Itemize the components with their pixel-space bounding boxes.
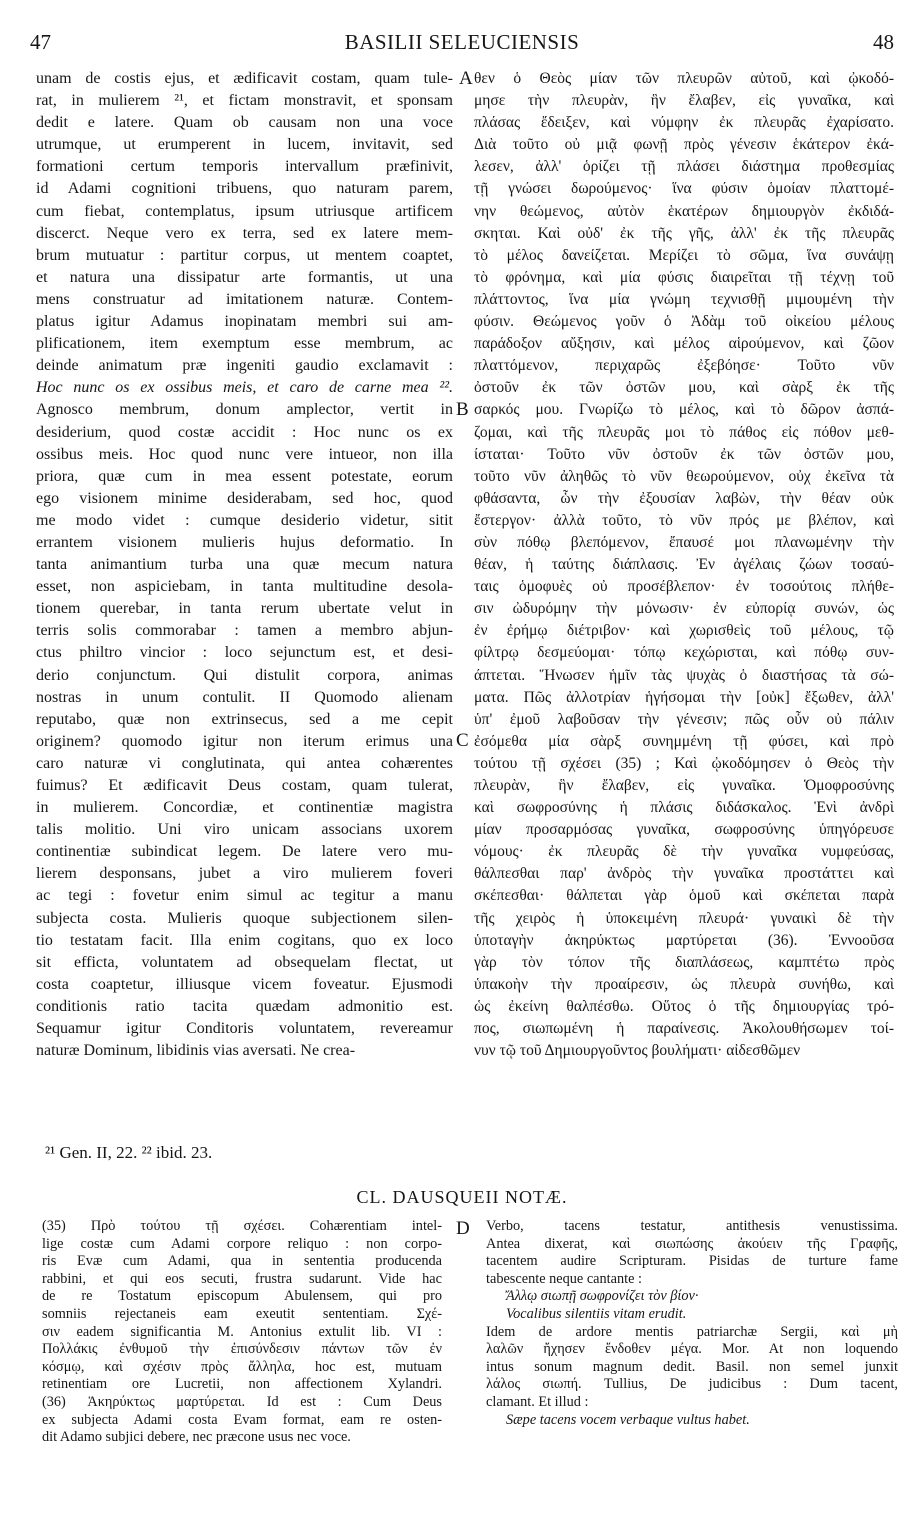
text-line: continentiæ subindicat legem. De latere vero mu- xyxy=(36,843,453,861)
text-line: originem? quomodo igitur non iterum erimus una xyxy=(36,732,453,750)
text-line: sit efficta, voluntatem ad obsequelam flectat, ut xyxy=(36,953,453,971)
footnote-references: ²¹ Gen. II, 22. ²² ibid. 23. xyxy=(45,1143,213,1162)
text-line: ris Evæ cum Adami, qua in sententia producenda xyxy=(42,1253,442,1270)
notes-heading: CL. DAUSQUEII NOTÆ. xyxy=(356,1187,568,1207)
text-line: ταις ὁμοφυὲς οὐ προσέβλεπον· ἐν τοσούτοις πλήθε- xyxy=(474,578,894,596)
text-line: rat, in mulierem ²¹, et fictam monstravit, et sponsam xyxy=(36,92,453,110)
text-line: caro naturæ vi conglutinata, qui antea cohærentes xyxy=(36,754,453,772)
text-line: discerct. Neque vero ex terra, sed ex latere mem- xyxy=(36,224,453,242)
text-line: τῇ γνώσει δωρούμενος· ἵνα φύσιν ὁμοίαν πλαττομέ- xyxy=(474,180,894,198)
text-line: (35) Πρὸ τούτου τῇ σχέσει. Cohærentiam intel- xyxy=(42,1218,442,1234)
text-line: πλευρὰν, ἣν ἔλαβεν, εἰς γυναῖκα. Ὁμοφροσύνης xyxy=(474,777,894,794)
text-line: Sæpe tacens vocem verbaque vultus habet. xyxy=(506,1411,750,1428)
text-line: derio conjunctum. Qui distulit corpora, animas xyxy=(36,666,453,684)
text-line: πλάσας ἔδειξεν, καὶ νύμφην ἐκ πλευρᾶς ἐχαρίσατο. xyxy=(474,114,894,132)
text-line: formationi certum temporis intervallum præfinivit, xyxy=(36,158,453,176)
page-number-right: 48 xyxy=(873,30,894,54)
text-line: ego visionem minime desiderabam, sed hoc, quod xyxy=(36,489,453,507)
text-line: talis molitio. Uni viro unicam associans uxorem xyxy=(36,821,453,839)
text-line: id Adami cognitioni tribuens, quo naturam parem, xyxy=(36,180,453,198)
text-line: λεσεν, ἀλλ' ὁρίζει τῇ πλάσει διάστημα προθεσμίας xyxy=(474,158,894,176)
text-line: Πολλάκις ἐνθυμοῦ τὴν ἐπισύνδεσιν πάντων τῶν ἐν xyxy=(42,1341,442,1358)
text-line: θάλπεσθαι παρ' ἀνδρὸς τὴν γυναῖκα προστάττει καὶ xyxy=(474,865,894,883)
text-line: Διὰ τοῦτο οὐ μιᾷ φωνῇ πρὸς γένεσιν ἑκάτερον ἐκά- xyxy=(474,136,894,154)
margin-letter-b: B xyxy=(456,399,469,420)
greek-text-column xyxy=(474,68,894,1062)
text-line: ossibus meis. Hoc quod nunc vere intueor, non illa xyxy=(36,445,453,463)
text-line: μίαν προσαρμόσας γυναῖκα, σωφροσύνης ὑπηγόρευσε xyxy=(474,821,894,839)
text-line: κόσμῳ, καὶ σχέσιν πρὸς ἄλληλα, hoc est, mutuam xyxy=(42,1358,442,1375)
text-line: plificationem, item exemptum esse membrum, ac xyxy=(36,335,453,353)
text-line: νην θεώμενος, αὐτὸν ἑκατέρων δημιουργὸν ἐκδιδά- xyxy=(474,202,894,220)
text-line: τοῦτο νῦν ἀληθῶς τὸ νῦν θεωρούμενον, οὐχ ἐκεῖνα τὰ xyxy=(474,467,894,485)
text-line: utrumque, ut erumperent in lucem, invitavit, sed xyxy=(36,136,453,154)
text-line: γὰρ τὸν τόπον τῆς διαπλάσεως, καμπτέτω πρὸς xyxy=(474,953,894,971)
text-line: in mulierem. Concordiæ, et continentiæ magistra xyxy=(36,799,453,817)
text-line: dedit e latere. Quam ob causam non una voce xyxy=(36,114,453,132)
text-line: νόμους· ἐκ πλευρᾶς δὲ τὴν γυναῖκα νυμφεύσας, xyxy=(474,843,894,861)
margin-letter-c: C xyxy=(456,730,469,751)
text-line: ὀστοῦν ἐκ τῶν ὀστῶν μου, καὶ σὰρξ ἐκ τῆς xyxy=(474,379,894,397)
text-line: ac tegi : fovetur enim simul ac tegitur a manu xyxy=(36,887,453,905)
running-title: BASILII SELEUCIENSIS xyxy=(344,30,580,54)
text-line: costa coaptetur, illiusque vicem foveatur. Ejusmodi xyxy=(36,975,453,993)
margin-letter-a: A xyxy=(459,68,473,89)
text-line: ex subjecta Adami costa Evam format, eam re osten- xyxy=(42,1411,442,1428)
text-line: σιν ὠδυρόμην τὴν μόνωσιν· ἐν εὐπορίᾳ συνών, ὡς xyxy=(474,600,894,618)
text-line: esset, non aspiciebam, in tanta multitudine desola- xyxy=(36,578,453,596)
text-line: unam de costis ejus, et ædificavit costam, quam tule- xyxy=(36,70,453,87)
text-line: (36) Ἀκηρύκτως μαρτύρεται. Id est : Cum Deus xyxy=(42,1393,442,1410)
text-line: me modo videt : cumque desiderio videtur, sitit xyxy=(36,511,453,529)
text-line: φθάσαντα, ὧν τὴν ἐξουσίαν λαβὼν, τὴν θέαν οὐκ xyxy=(474,489,894,507)
text-line: καὶ σωφροσύνης ἡ πλάσις διδάσκαλος. Ἑνὶ ἀνδρὶ xyxy=(474,799,894,817)
text-line: rabbini, et qui eos secuti, frustra sudarunt. Vide hac xyxy=(42,1270,442,1287)
notes-right-column xyxy=(486,1218,898,1429)
text-line: lierem desponsans, jubet a viro mulierem foveri xyxy=(36,865,453,883)
page-number-left: 47 xyxy=(30,30,51,54)
text-line: clamant. Et illud : xyxy=(486,1393,589,1410)
text-line: ἐσόμεθα μία σὰρξ συνημμένη τῇ φύσει, καὶ πρὸ xyxy=(474,732,894,750)
text-line: ζομαι, καὶ τῆς πλευρᾶς μοι τὸ πάθος εἰς πόθον μεθ- xyxy=(474,423,894,441)
text-line: lige costæ cum Adami corpore reliquo : non corpo- xyxy=(42,1235,442,1252)
text-line: ἔστεργον· ἀλλὰ τοῦτο, τὸ νῦν πρός με βλέπον, καὶ xyxy=(474,511,894,529)
text-line: mens construatur ad imitationem naturæ. Contem- xyxy=(36,290,453,308)
text-line: tabescente neque cantante : xyxy=(486,1270,642,1287)
text-line: Antea dixerat, καὶ σιωπώσης ἀκούειν τῆς Γραφῆς, xyxy=(486,1235,898,1252)
text-line: πλάττοντος, ἵνα μία γνώμη τεχνισθῇ μιμουμένη τὴν xyxy=(474,290,894,308)
text-line: πλαττόμενον, περιχαρῶς ἐξεβόησε· Τοῦτο νῦν xyxy=(474,357,894,375)
text-line: τούτου τῇ σχέσει (35) ; Καὶ ᾠκοδόμησεν ὁ Θεὸς τὴν xyxy=(474,754,894,772)
text-line: ὡς ἐκείνη θαλπέσθω. Οὕτος ὁ τῆς δημιουργίας τρό- xyxy=(474,997,894,1015)
text-line: retinentiam ore Lucretii, non affectionem Xylandri. xyxy=(42,1376,442,1393)
text-line: νυν τῷ τοῦ Δημιουργοῦντος βουλήματι· αἰδεσθῶμεν xyxy=(474,1042,801,1060)
text-line: τῆς χειρὸς ἡ ὑποκειμένη πλευρά· γυναικὶ δὲ τὴν xyxy=(474,909,894,927)
latin-text-column xyxy=(36,68,453,1062)
text-line: et natura una dissipatur arte formantis, ut una xyxy=(36,268,453,286)
text-line: Ἄλλῳ σιωπῇ σωφρονίζει τὸν βίον· xyxy=(506,1288,699,1305)
text-line: φύσιν. Θεώμενος γοῦν ὁ Ἀδὰμ τοῦ οἰκείου μέλους xyxy=(474,313,894,331)
text-line: de re Tostatum episcopum Abulensem, qui pro xyxy=(42,1288,442,1305)
text-line: παράδοξον αὔξησιν, καὶ μέλος αἱρούμενον, καὶ ζῶον xyxy=(474,335,894,353)
text-line: πος, σιωπωμένη ἡ παραίνεσις. Ἀκολουθήσωμεν τοί- xyxy=(474,1020,894,1038)
text-line: ctus philtro vincior : loco sejunctum est, et desi- xyxy=(36,644,453,662)
text-line: errantem visionem mulieris hujus deformatio. In xyxy=(36,533,453,551)
text-line: somniis rejectaneis eam exeutit sententiam. Σχέ- xyxy=(42,1305,442,1322)
text-line: ἐν ἐρήμῳ διέτριβον· καὶ χωρισθεὶς τοῦ μέλους, τῷ xyxy=(474,622,894,640)
text-line: tio testatam facit. Illa enim cogitans, quo ex loco xyxy=(36,931,453,949)
text-line: fuimus? Et ædificavit Deus costam, quam tulerat, xyxy=(36,777,453,794)
text-line: άπτεται. Ἥνωσεν ἡμῖν τὰς ψυχὰς ὁ διαστήσας τὰ σώ- xyxy=(474,666,894,684)
text-line: dit Adamo subjici debere, nec præcone usus nec voce. xyxy=(42,1429,351,1446)
text-line: terris solis commorabar : tamen a membro abjun- xyxy=(36,622,453,640)
text-line: σιν eadem significantia M. Antonius extulit lib. VI : xyxy=(42,1323,442,1340)
text-line: nostras in unum contulit. II Quomodo alienam xyxy=(36,688,453,706)
text-line: subjecta costa. Mulieris quoque subjectionem silen- xyxy=(36,909,453,927)
text-line: τὸ φρόνημα, καὶ μία φύσις διαιρεῖται τῇ τέχνῃ τοῦ xyxy=(474,268,894,286)
text-line: Agnosco membrum, donum amplector, vertit in xyxy=(36,401,453,419)
text-line: τὸ μέλος δανείζεται. Μερίζει τὸ σῶμα, ἵνα συνάψῃ xyxy=(474,246,894,264)
text-line: ὑπακοὴν τὴν προαίρεσιν, ὡς πλευρὰ συνήθω, καὶ xyxy=(474,975,894,993)
text-line: σκηται. Καὶ οὐδ' ἐκ τῆς γῆς, ἀλλ' ἐκ τῆς πλευρᾶς xyxy=(474,224,894,242)
text-line: cum fiebat, contemplatus, ipsum utriusque artificem xyxy=(36,202,453,220)
text-line: priora, quæ cum in mea essent potestate, eorum xyxy=(36,467,453,485)
text-line: reputabo, quæ non extrinsecus, sed a me cepit xyxy=(36,710,453,728)
text-line: tanta animantium turba una quæ mecum natura xyxy=(36,556,453,574)
text-line: λαλῶν ἤχησεν ἔνδοθεν μέγα. Mor. At non loquendo xyxy=(486,1341,898,1358)
text-line: ὑπ' ἐμοῦ λαβοῦσαν τὴν γένεσιν; πῶς οὖν οὐ πάλιν xyxy=(474,710,894,728)
text-line: λάλος σιωπή. Tullius, De judicibus : Dum tacent, xyxy=(486,1376,898,1393)
text-line: φίλτρῳ δεσμεύομαι· τόπῳ κεχώρισται, καὶ πόθῳ συν- xyxy=(474,644,894,662)
text-line: naturæ Dominum, libidinis vias aversati. Ne crea- xyxy=(36,1042,356,1060)
page-header xyxy=(30,30,894,66)
text-line: tacentem audire Scripturam. Pisidas de turture fame xyxy=(486,1253,898,1270)
text-line: σκέπεσθαι· θάλπεται γὰρ ὁμοῦ καὶ σκέπεται παρὰ xyxy=(474,887,894,905)
text-line: Vocalibus silentiis vitam erudit. xyxy=(506,1305,687,1322)
text-line: Idem de ardore mentis patriarchæ Sergii, καὶ μὴ xyxy=(486,1323,898,1340)
margin-letter-d: D xyxy=(456,1218,470,1239)
text-line: brum mutuatur : partitur corpus, ut mentem coaptet, xyxy=(36,246,453,264)
text-line: Verbo, tacens testatur, antithesis venustissima. xyxy=(486,1218,898,1234)
text-line: θέαν, ἡ ταύτης διάπλασις. Ἐν ἀγέλαις ζώων τοσαύ- xyxy=(474,556,894,574)
text-line: conditionis ratio tacita quædam admonitio est. xyxy=(36,997,453,1015)
text-line: tionem querebar, in tanta rerum ubertate velut in xyxy=(36,600,453,618)
text-line: Hoc nunc os ex ossibus meis, et caro de carne mea ²². xyxy=(36,379,453,397)
text-line: deinde animatum præ ingeniti gaudio exclamavit : xyxy=(36,357,453,375)
text-line: ματα. Πῶς ἀλλοτρίαν ἡγήσομαι τὴν [οὐκ] ἔξωθεν, ἀλλ' xyxy=(474,688,894,706)
text-line: Sequamur igitur Conditoris voluntatem, revereamur xyxy=(36,1020,453,1038)
text-line: σαρκός μου. Γνωρίζω τὸ μέλος, καὶ τὸ δῶρον ἀσπά- xyxy=(474,401,894,419)
text-line: ὑποταγὴν ἀκηρύκτως μαρτύρεται (36). Ἐννοοῦσα xyxy=(474,931,894,949)
text-line: intus sonum magnum dedit. Basil. non semel junxit xyxy=(486,1358,898,1375)
text-line: desiderium, quod costæ accidit : Hoc nunc os ex xyxy=(36,423,453,441)
notes-left-column xyxy=(42,1218,442,1447)
text-line: μησε τὴν πλευρὰν, ἣν ἔλαβεν, εἰς γυναῖκα, καὶ xyxy=(474,92,894,110)
text-line: platus igitur Adamus inopinatam membri sui am- xyxy=(36,313,453,331)
text-line: θεν ὁ Θεὸς μίαν τῶν πλευρῶν αὐτοῦ, καὶ ᾠκοδό- xyxy=(474,70,894,87)
text-line: ίσταται· Τοῦτο νῦν ὀστοῦν ἐκ τῶν ὀστῶν μου, xyxy=(474,445,894,463)
text-line: σὺν πόθῳ βλεπόμενον, ἔπαυσέ μοι πλανωμένην τὴν xyxy=(474,533,894,551)
